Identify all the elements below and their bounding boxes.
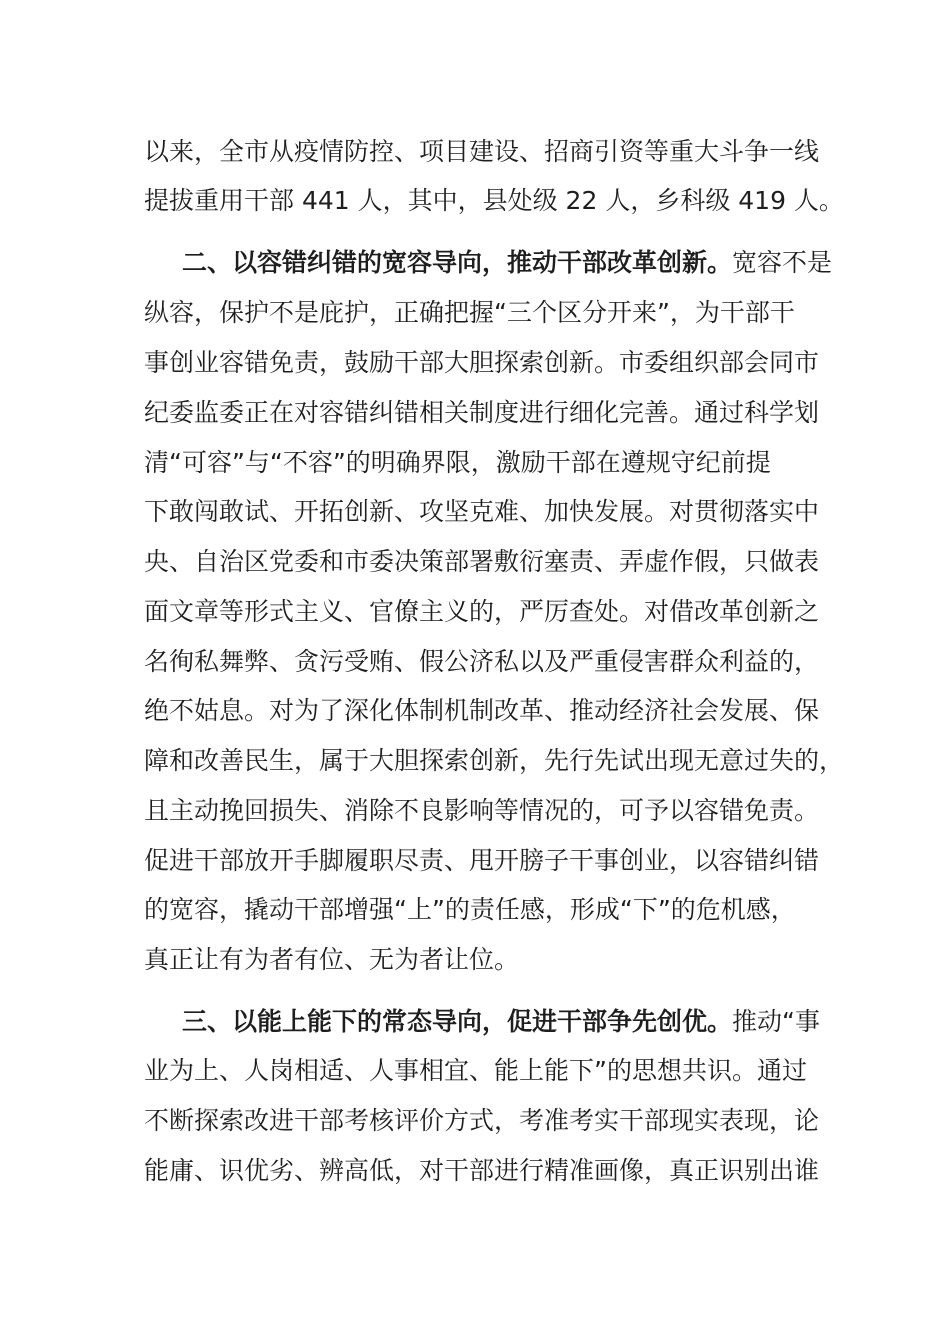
paragraph-2-line-10: 绝不姑息。对为了深化体制机制改革、推动经济社会发展、保 bbox=[144, 696, 820, 725]
paragraph-2-line-11: 障和改善民生，属于大胆探索创新，先行先试出现无意过失的， bbox=[144, 746, 845, 775]
paragraph-2-line-15: 真正让有为者有位、无为者让位。 bbox=[144, 945, 520, 974]
paragraph-3-text-start: 推动“事 bbox=[732, 1007, 820, 1036]
paragraph-2-heading: 二、以容错纠错的宽容导向，推动干部改革创新。 bbox=[182, 248, 733, 277]
paragraph-2-line-12: 且主动挽回损失、消除不良影响等情况的，可予以容错免责。 bbox=[144, 796, 820, 825]
paragraph-2-line-14: 的宽容，撬动干部增强“上”的责任感，形成“下”的危机感， bbox=[144, 895, 796, 924]
paragraph-2-line-13: 促进干部放开手脚履职尽责、甩开膀子干事创业，以容错纠错 bbox=[144, 846, 820, 875]
paragraph-2-line-9: 名徇私舞弊、贪污受贿、假公济私以及严重侵害群众利益的， bbox=[144, 647, 820, 676]
paragraph-3-line-3: 不断探索改进干部考核评价方式，考准考实干部现实表现，论 bbox=[144, 1106, 820, 1135]
paragraph-1-line-1: 以来，全市从疫情防控、项目建设、招商引资等重大斗争一线 bbox=[144, 137, 820, 166]
paragraph-2-text-start: 宽容不是 bbox=[732, 248, 833, 277]
paragraph-2-line-8: 面文章等形式主义、官僚主义的，严厉查处。对借改革创新之 bbox=[144, 597, 820, 626]
paragraph-3-line-2: 业为上、人岗相适、人事相宜、能上能下”的思想共识。通过 bbox=[144, 1056, 807, 1085]
paragraph-1-line-2: 提拔重用干部 441 人，其中，县处级 22 人，乡科级 419 人。 bbox=[144, 186, 844, 215]
paragraph-3-line-1 bbox=[182, 1005, 862, 1039]
paragraph-2-line-1 bbox=[182, 246, 862, 280]
paragraph-2-line-6: 下敢闯敢试、开拓创新、攻坚克难、加快发展。对贯彻落实中 bbox=[144, 497, 820, 526]
paragraph-2-line-7: 央、自治区党委和市委决策部署敷衍塞责、弄虚作假，只做表 bbox=[144, 547, 820, 576]
paragraph-3-line-4: 能庸、识优劣、辨高低，对干部进行精准画像，真正识别出谁 bbox=[144, 1156, 820, 1185]
paragraph-3-heading: 三、以能上能下的常态导向，促进干部争先创优。 bbox=[182, 1007, 733, 1036]
paragraph-2-line-3: 事创业容错免责，鼓励干部大胆探索创新。市委组织部会同市 bbox=[144, 348, 820, 377]
paragraph-2-line-2: 纵容，保护不是庇护，正确把握“三个区分开来”，为干部干 bbox=[144, 298, 795, 327]
paragraph-2-line-5: 清“可容”与“不容”的明确界限，激励干部在遵规守纪前提 bbox=[144, 448, 771, 477]
paragraph-2-line-4: 纪委监委正在对容错纠错相关制度进行细化完善。通过科学划 bbox=[144, 398, 820, 427]
